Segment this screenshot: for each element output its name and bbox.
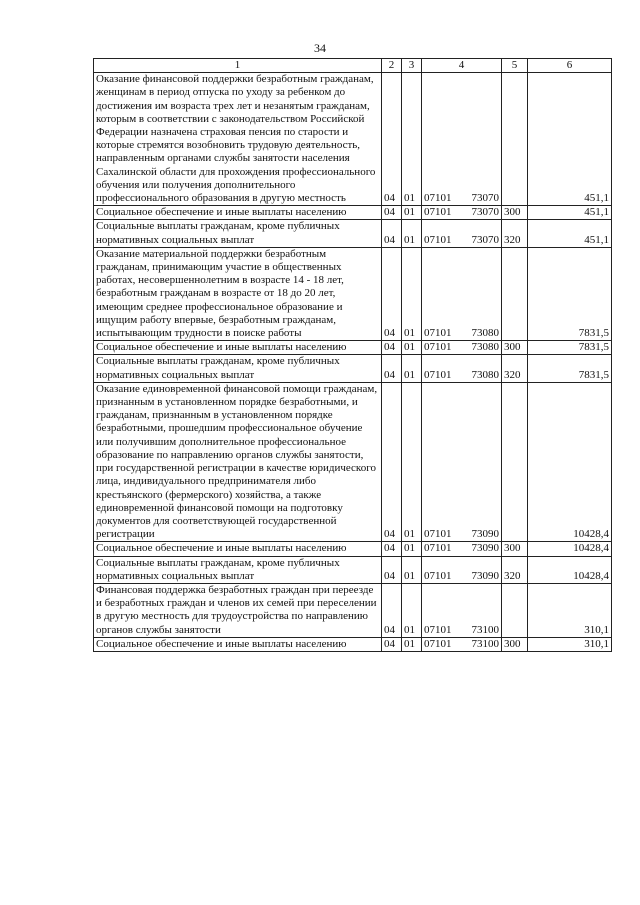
row-vr: [502, 73, 528, 206]
row-csr: [422, 206, 502, 220]
row-csr-program: 07101: [424, 637, 452, 650]
row-rz: 04: [382, 556, 402, 583]
row-name: Социальные выплаты гражданам, кроме публичных нормативных социальных выплат: [94, 556, 382, 583]
col-header-vr: 5: [502, 59, 528, 73]
row-pr: 01: [402, 542, 422, 556]
row-name: Социальное обеспечение и иные выплаты населению: [94, 206, 382, 220]
table-row: [94, 341, 612, 355]
row-sum: 7831,5: [528, 355, 612, 382]
col-header-name: 1: [94, 59, 382, 73]
row-sum: 451,1: [528, 206, 612, 220]
row-csr-direction: 73090: [471, 542, 499, 555]
row-rz: 04: [382, 73, 402, 206]
row-csr-program: 07101: [424, 623, 452, 636]
table-row: [94, 542, 612, 556]
row-sum: 310,1: [528, 637, 612, 651]
table-row: [94, 355, 612, 382]
row-csr: [422, 73, 502, 206]
row-name: Социальные выплаты гражданам, кроме публичных нормативных социальных выплат: [94, 355, 382, 382]
row-pr: 01: [402, 382, 422, 541]
row-csr-direction: 73080: [471, 327, 499, 340]
row-vr: 320: [502, 556, 528, 583]
table-row: [94, 556, 612, 583]
table-row: [94, 73, 612, 206]
row-csr-program: 07101: [424, 327, 452, 340]
row-csr: [422, 341, 502, 355]
page-number: 34: [314, 41, 326, 55]
budget-table: [93, 58, 612, 652]
row-vr: [502, 583, 528, 637]
row-csr: [422, 382, 502, 541]
row-pr: 01: [402, 583, 422, 637]
col-header-rz: 2: [382, 59, 402, 73]
table-row: [94, 247, 612, 340]
row-csr-direction: 73090: [471, 569, 499, 582]
row-pr: 01: [402, 206, 422, 220]
row-sum: 310,1: [528, 583, 612, 637]
col-header-sum: 6: [528, 59, 612, 73]
row-csr: [422, 247, 502, 340]
row-pr: 01: [402, 355, 422, 382]
row-rz: 04: [382, 637, 402, 651]
row-csr-program: 07101: [424, 341, 452, 354]
row-csr-direction: 73100: [471, 637, 499, 650]
row-sum: 10428,4: [528, 382, 612, 541]
row-vr: [502, 247, 528, 340]
row-name: Оказание финансовой поддержки безработным гражданам, женщинам в период отпуска по уходу за ребенком до достижения им возраста трех лет и незанятым гражданам, которым в соответствии с законодательством Российской Федерации назначена страховая пенсия по старости и которые стремятся возобновить трудовую деятельность, направленным органами службы занятости населения Сахалинской области для прохождения профессионального обучения или получения дополнительного профессионального образования в другую местность: [94, 73, 382, 206]
row-name: Оказание единовременной финансовой помощи гражданам, признанным в установленном порядке безработными, и гражданам, признанным в установленном порядке безработными, прошедшим профессиональное обучение или получившим дополнительное профессиональное образование по направлению органов службы занятости, при государственной регистрации в качестве юридического лица, индивидуального предпринимателя либо крестьянского (фермерского) хозяйства, а также единовременной финансовой помощи на подготовку документов для соответствующей государственной регистрации: [94, 382, 382, 541]
row-rz: 04: [382, 355, 402, 382]
row-pr: 01: [402, 220, 422, 247]
row-name: Социальное обеспечение и иные выплаты населению: [94, 542, 382, 556]
row-name: Финансовая поддержка безработных граждан при переезде и безработных граждан и членов их семей при переселении в другую местность для трудоустройства по направлению органов службы занятости: [94, 583, 382, 637]
row-csr: [422, 637, 502, 651]
row-rz: 04: [382, 206, 402, 220]
row-csr-program: 07101: [424, 569, 452, 582]
table-row: [94, 583, 612, 637]
row-vr: [502, 382, 528, 541]
row-name: Социальное обеспечение и иные выплаты населению: [94, 341, 382, 355]
row-pr: 01: [402, 247, 422, 340]
row-sum: 451,1: [528, 220, 612, 247]
row-vr: 300: [502, 542, 528, 556]
table-row: [94, 382, 612, 541]
row-csr: [422, 542, 502, 556]
table-row: [94, 637, 612, 651]
row-csr-program: 07101: [424, 368, 452, 381]
row-rz: 04: [382, 247, 402, 340]
row-name: Оказание материальной поддержки безработным гражданам, принимающим участие в общественных работах, несовершеннолетним в возрасте 14 - 18 лет, безработным гражданам в возрасте от 18 до 20 лет, имеющим среднее профессиональное образование и ищущим работу впервые, безработным гражданам, испытывающим трудности в поиске работы: [94, 247, 382, 340]
row-csr-program: 07101: [424, 206, 452, 219]
row-pr: 01: [402, 73, 422, 206]
row-csr: [422, 556, 502, 583]
header-row: [94, 59, 612, 73]
row-name: Социальное обеспечение и иные выплаты населению: [94, 637, 382, 651]
row-rz: 04: [382, 341, 402, 355]
row-csr: [422, 220, 502, 247]
row-pr: 01: [402, 341, 422, 355]
row-csr-direction: 73070: [471, 192, 499, 205]
row-vr: 300: [502, 637, 528, 651]
row-name: Социальные выплаты гражданам, кроме публичных нормативных социальных выплат: [94, 220, 382, 247]
row-csr-program: 07101: [424, 528, 452, 541]
row-pr: 01: [402, 556, 422, 583]
row-sum: 7831,5: [528, 341, 612, 355]
row-csr-direction: 73080: [471, 341, 499, 354]
row-csr: [422, 355, 502, 382]
row-vr: 300: [502, 341, 528, 355]
row-pr: 01: [402, 637, 422, 651]
row-csr-program: 07101: [424, 233, 452, 246]
row-rz: 04: [382, 382, 402, 541]
row-csr: [422, 583, 502, 637]
row-csr-direction: 73100: [471, 623, 499, 636]
table-row: [94, 220, 612, 247]
row-csr-program: 07101: [424, 192, 452, 205]
row-vr: 320: [502, 355, 528, 382]
row-sum: 10428,4: [528, 556, 612, 583]
row-sum: 451,1: [528, 73, 612, 206]
row-sum: 10428,4: [528, 542, 612, 556]
row-sum: 7831,5: [528, 247, 612, 340]
col-header-pr: 3: [402, 59, 422, 73]
row-vr: 300: [502, 206, 528, 220]
row-csr-direction: 73070: [471, 206, 499, 219]
col-header-csr: 4: [422, 59, 502, 73]
row-rz: 04: [382, 542, 402, 556]
table-row: [94, 206, 612, 220]
row-csr-program: 07101: [424, 542, 452, 555]
row-rz: 04: [382, 583, 402, 637]
row-rz: 04: [382, 220, 402, 247]
row-csr-direction: 73080: [471, 368, 499, 381]
row-csr-direction: 73090: [471, 528, 499, 541]
row-vr: 320: [502, 220, 528, 247]
row-csr-direction: 73070: [471, 233, 499, 246]
